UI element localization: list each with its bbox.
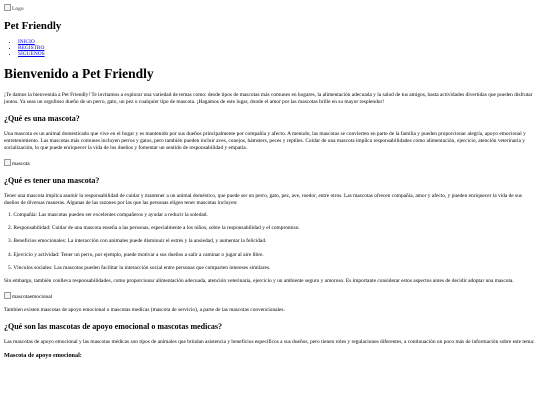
page-heading: Bienvenido a Pet Friendly bbox=[4, 65, 154, 81]
section-paragraph-que-es-mascota: Una mascota es un animal domesticado que vive en el hogar y es mantenido por sus dueños principalmente por compañía y afecto. A menudo, las mascotas se convierten en parte de la familia y pueden proporcionar alegría, apoyo emocional y entretenimiento. Las mascotas más comunes incluyen perros y gatos, pero también pueden incluir aves, conejos, hámsters, peces y reptiles. Cuidar de una mascota implica responsabilidades como alimentación, ejercicio, atención veterinaria y socialización, lo que puede enriquecer la vida de los dueños y fomentar un sentido de responsabilidad y empatía. bbox=[4, 131, 526, 152]
closing-paragraph: Sin embargo, también conlleva responsabilidades, como proporcionar alimentación adecuada, atención veterinaria, ejercicio y un ambiente seguro y amoroso. Es importante considerar estos aspectos antes de decidir adoptar una mascota. bbox=[4, 278, 514, 285]
nav-item-siguenos bbox=[18, 51, 536, 57]
benefit-item-vinculos: 5. Vínculos sociales: Las mascotas pueden facilitar la interacción social entre personas que comparten intereses similares. bbox=[8, 265, 271, 272]
benefits-list bbox=[4, 212, 536, 273]
mascota-emocional-image bbox=[4, 292, 536, 301]
mascota-image bbox=[4, 159, 536, 168]
mascota-emocional-image-alt: mascotaemocional bbox=[12, 293, 53, 300]
benefit-item-ejercicio: 4. Ejercicio y actividad: Tener un perro, por ejemplo, puede motivar a sus dueños a salir a caminar o jugar al aire libre. bbox=[8, 251, 264, 258]
benefit-item-emocionales: 3. Beneficios emocionales: La interacción con animales puede disminuir el estrés y la ansiedad, y aumentar la felicidad. bbox=[8, 238, 267, 245]
subheading-apoyo-emocional: Mascota de apoyo emocional: bbox=[4, 352, 82, 360]
main-nav bbox=[4, 39, 536, 58]
benefit-item-compania: 1. Compañía: Las mascotas pueden ser excelentes compañeros y ayudar a reducir la soledad. bbox=[8, 211, 208, 218]
broken-image-icon bbox=[4, 4, 11, 11]
broken-image-icon bbox=[4, 292, 11, 299]
logo-image[interactable] bbox=[4, 4, 536, 12]
section-heading-tener-mascota: ¿Qué es tener una mascota? bbox=[4, 175, 100, 185]
logo-alt-text: Logo bbox=[12, 6, 24, 12]
section-heading-apoyo-emocional: ¿Qué son las mascotas de apoyo emocional o mascotas medicas? bbox=[4, 321, 222, 331]
nav-link-siguenos[interactable]: SÍGUENOS bbox=[18, 51, 45, 58]
mascota-image-alt: mascota bbox=[12, 160, 30, 167]
support-pets-paragraph: Tambien existen mascotas de apoyo emocional o mascotas medicas (mascota de servicio), a parte de las mascotas convencionales. bbox=[4, 306, 285, 313]
section-heading-que-es-mascota: ¿Qué es una mascota? bbox=[4, 114, 80, 124]
nav-link-inicio[interactable]: INICIO bbox=[18, 39, 35, 45]
broken-image-icon bbox=[4, 159, 11, 166]
nav-link-registro[interactable]: REGISTRO bbox=[18, 45, 45, 52]
intro-paragraph: ¡Te damos la bienvenida a Pet Friendly! Te invitamos a explorar una variedad de temas como: desde tipos de mascotas más comunes en hogares, la alimentación adecuada y la salud de tus amigos, hasta actividades divertidas que pueden disfrutar juntos. Ya seas un orgulloso dueño de un perro, gato, un pez o cualquier tipo de mascota. ¡Hagamos de este lugar, donde el amor por las mascotas brille en su mayor resplendor! bbox=[4, 91, 533, 105]
section-paragraph-tener-mascota: Tener una mascota implica asumir la responsabilidad de cuidar y mantener a un animal doméstico, que puede ser un perro, gato, pez, ave, roedor, entre otros. Las mascotas ofrecen compañía, amor y afecto, y pueden enriquecer la vida de sus dueños de diversas maneras. Algunas de las razones por las que las personas eligen tener mascotas incluyen: bbox=[4, 192, 522, 206]
benefit-item-responsabilidad: 2. Responsabilidad: Cuidar de una mascota enseña a las personas, especialmente a los niños, sobre la responsabilidad y el compromiso. bbox=[8, 224, 300, 231]
section-paragraph-apoyo-emocional: Las mascotas de apoyo emocional y las mascotas médicas son tipos de animales que brindan asistencia y beneficios específicos a sus dueños, pero tienen roles y regulaciones diferentes, a continuación un poco más de información sobre este tema: bbox=[4, 338, 535, 345]
site-title: Pet Friendly bbox=[4, 20, 62, 32]
